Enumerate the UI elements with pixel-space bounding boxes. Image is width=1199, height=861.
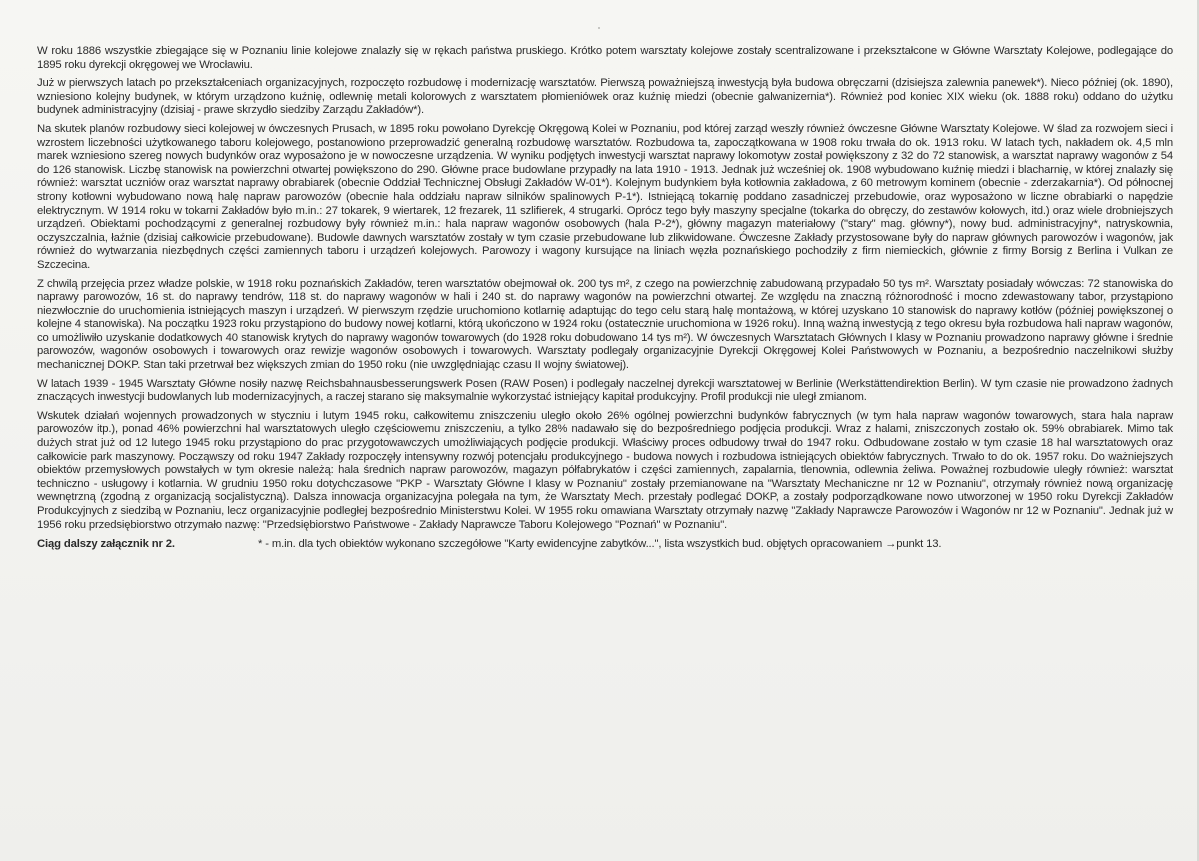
footnote: * - m.in. dla tych obiektów wykonano szczegółowe "Karty ewidencyjne zabytków...", lista wszystkich bud. objętych opracowaniem →punkt 13. [258,538,942,551]
document-footer [37,537,1173,553]
paragraph-polish-takeover: Z chwilą przejęcia przez władze polskie, w 1918 roku poznańskich Zakładów, teren warsztatów obejmował ok. 200 tys m², z czego na powierzchnię zabudowaną przypadało 50 tys m². Warsztaty posiadały wówczas: 72 stanowiska do naprawy parowozów, 16 st. do naprawy tendrów, 118 st. do naprawy wagonów w hali i 240 st. do naprawy wagonów na powierzchni otwartej. Ze względu na znaczną różnorodność i mocno zdewastowany tabor, przystąpiono niezwłocznie do uruchomienia istniejących maszyn i urządzeń. W pierwszym rzędzie uruchomiono kotlarnię adaptując do tego celu starą halę montażową, w której uzyskano 10 stanowisk do naprawy kotłów (później powiększonej o kolejne 4 stanowiska). Na początku 1923 roku przystąpiono do budowy nowej kotlarni, którą ukończono w 1924 roku (ostatecznie uruchomiona w 1926 roku). Inną ważną inwestycją z tego okresu była rozbudowa hali napraw wagonów, co umożliwiło uzyskanie dodatkowych 40 stanowisk krytych do naprawy wagonów towarowych (do 1928 roku dobudowano 14 tys m²). W ówczesnych Warsztatach Głównych I klasy w Poznaniu prowadzono naprawy główne i średnie parowozów, wagonów osobowych i towarowych oraz rewizje wagonów osobowych i towarowych. Warsztaty podlegały organizacyjnie Dyrekcji Okręgowej Kolei Państwowych w Poznaniu, a bezpośrednio naczelnikowi służby mechanicznej DOKP. Stan taki przetrwał bez większych zmian do 1950 roku (nie uwzględniając czasu II wojny światowej). [37,277,1173,372]
paragraph-postwar: Wskutek działań wojennych prowadzonych w styczniu i lutym 1945 roku, całkowitemu zniszczeniu uległo około 26% ogólnej powierzchni budynków fabrycznych (w tym hala napraw wagonów towarowych, stara hala napraw parowozów itp.), ponad 46% powierzchni hal warsztatowych uległo częściowemu zniszczeniu, a tylko 28% nadawało się do bezpośredniego podjęcia produkcji. Wraz z halami, zniszczonych zostało ok. 59% obrabiarek. Mimo tak dużych strat już od 12 lutego 1945 roku przystąpiono do prac przygotowawczych umożliwiających podjęcie produkcji. Właściwy proces odbudowy trwał do 1947 roku. Odbudowane zostało w tym czasie 18 hal warsztatowych oraz całkowicie park maszynowy. Począwszy od roku 1947 Zakłady rozpoczęły intensywny rozwój potencjału produkcyjnego - budowa nowych i rozbudowa istniejących obiektów fabrycznych. Trwało to do ok. 1957 roku. Do ważniejszych obiektów przemysłowych powstałych w tym okresie należą: hala średnich napraw parowozów, magazyn półfabrykatów i części zamiennych, zapalarnia, tlenownia, odlewnia żeliwa. Poważnej rozbudowie uległy również: warsztat techniczno - usługowy i kotlarnia. W grudniu 1950 roku dotychczasowe "PKP - Warsztaty Główne I klasy w Poznaniu" zostały przemianowane na "Warsztaty Mechaniczne nr 12 w Poznaniu", otrzymały również nową organizację wewnętrzną (zgodną z organizacją socjalistyczną). Dalsza innowacja organizacyjna polegała na tym, że Warsztaty Mech. przestały podlegać DOKP, a zostały podporządkowane nowo utworzonej w 1950 roku Dyrekcji Zakładów Produkcyjnych z siedzibą w Poznaniu, lecz organizacyjnie podległej bezpośrednio Ministerstwu Kolei. W 1955 roku omawiana Warsztaty otrzymały nazwę "Zakłady Naprawcze Parowozów i Wagonów nr 12 w Poznaniu". Jednak już w 1956 roku przedsiębiorstwo otrzymało nazwę: "Przedsiębiorstwo Państwowe - Zakłady Naprawcze Taboru Kolejowego "Poznań" w Poznaniu". [37,409,1173,531]
continuation-note: Ciąg dalszy załącznik nr 2. [37,538,175,551]
document-body [37,45,1173,553]
paragraph-expansion-1908: Na skutek planów rozbudowy sieci kolejowej w ówczesnych Prusach, w 1895 roku powołano Dyrekcję Okręgową Kolei w Poznaniu, pod której zarząd weszły również ówczesne Główne Warsztaty Kolejowe. W ślad za rozwojem sieci i wzrostem liczebności użytkowanego taboru kolejowego, postanowiono przeprowadzić generalną rozbudowę warsztatów. Rozbudowa ta, zapoczątkowana w 1908 roku trwała do ok. 1913 roku. W latach tych, nakładem ok. 4,5 mln marek wzniesiono szereg nowych budynków oraz wyposażono je w nowoczesne urządzenia. W wyniku podjętych inwestycji warsztat naprawy lokomotyw został powiększony z 32 do 72 stanowisk, a warsztat naprawy wagonów z 54 do 126 stanowisk. Liczbę stanowisk na powierzchni otwartej powiększono do 290. Główne prace budowlane przypadły na lata 1910 - 1913. Jednak już wcześniej ok. 1908 wybudowano kuźnię miedzi i blacharnię, w której znalazły się również: warsztat uczniów oraz warsztat naprawy obrabiarek (obecnie Oddział Technicznej Obsługi Zakładów W-01*). Kolejnym budynkiem była kotłownia zakładowa, z 60 metrowym kominem (obecnie - zderzakarnia*). Od północnej strony kotłowni wybudowano nową halę napraw parowozów (obecnie hala oddziału napraw silników spalinowych P-1*). Istniejącą tokarnię poddano zasadniczej przebudowie, oraz wyposażono w liczne obrabiarki o napędzie elektrycznym. W 1914 roku w tokarni Zakładów było m.in.: 27 tokarek, 9 wiertarek, 12 frezarek, 11 szlifierek, 4 strugarki. Oprócz tego były maszyny specjalne (tokarka do obręczy, do zestawów kołowych, itd.) oraz wiele drobniejszych urządzeń. Obiektami pochodzącymi z generalnej rozbudowy były również m.in.: hala napraw wagonów osobowych (hala P-2*), główny magazyn materiałowy ("stary" mag. główny*), nowy bud. administracyjny*, natryskownia, oczyszczalnia, łaźnie (dzisiaj całkowicie przebudowane). Budowle dawnych warsztatów zostały w tym czasie przebudowane lub zlikwidowane. Ówczesne Zakłady przystosowane były do napraw głównych parowozów i wagonów, jak również do wytwarzania niezbędnych części zamiennych taboru i urządzeń kolejowych. Parowozy i wagony kursujące na liniach węzła poznańskiego pochodziły z firm niemieckich, głównie z firmy Borsig z Berlina i Vulkan ze Szczecina. [37,122,1173,271]
page-speck [598,27,600,29]
paragraph-1886: W roku 1886 wszystkie zbiegające się w Poznaniu linie kolejowe znalazły się w rękach państwa pruskiego. Krótko potem warsztaty kolejowe zostały scentralizowane i przekształcone w Główne Warsztaty Kolejowe, podlegające do 1895 roku dyrekcji okręgowej we Wrocławiu. [37,45,1173,71]
paragraph-modernization: Już w pierwszych latach po przekształceniach organizacyjnych, rozpoczęto rozbudowę i modernizację warsztatów. Pierwszą poważniejszą inwestycją była budowa obręczarni (dzisiejsza zalewnia panewek*). Nieco później (ok. 1890), wzniesiono kolejny budynek, w którym urządzono kuźnię, odlewnię metali kolorowych z warsztatem płomieniówek oraz kuźnię miedzi (obecnie galwanizernia*). Również pod koniec XIX wieku (ok. 1888 roku) oddano do użytku budynek administracyjny (dzisiaj - prawe skrzydło siedziby Zarządu Zakładów*). [37,77,1173,117]
paragraph-wartime: W latach 1939 - 1945 Warsztaty Główne nosiły nazwę Reichsbahnausbesserungswerk Posen (RAW Posen) i podlegały naczelnej dyrekcji warsztatowej w Berlinie (Werkstättendirektion Berlin). W tym czasie nie prowadzono żadnych znaczących inwestycji budowlanych lub modernizacyjnych, a raczej starano się maksymalnie wykorzystać istniejący kapitał produkcyjny. Profil produkcji nie uległ zmianom. [37,377,1173,404]
